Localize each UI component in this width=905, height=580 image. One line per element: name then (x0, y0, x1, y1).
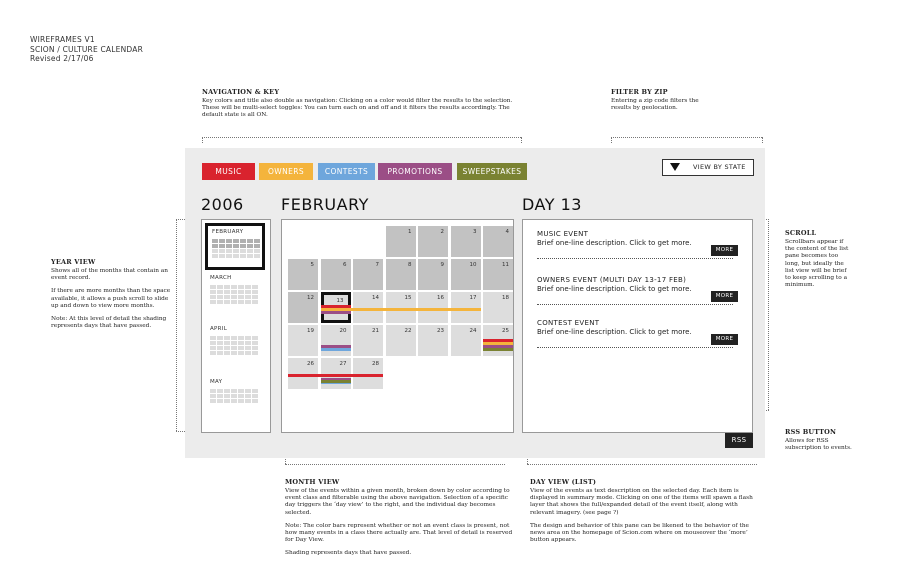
mini-day-cell (252, 394, 258, 398)
calendar-panel (185, 148, 765, 458)
mini-day-cell (238, 285, 244, 289)
mini-day-cell (231, 290, 237, 294)
mini-day-cell (238, 341, 244, 345)
mini-day-cell (224, 285, 230, 289)
note-leader (176, 219, 177, 431)
mini-day-cell (217, 295, 223, 299)
month-thumb-may[interactable] (210, 379, 258, 403)
mini-day-cell (231, 285, 237, 289)
mini-day-cell (224, 394, 230, 398)
day-number: 21 (372, 328, 379, 334)
event-class-bar (321, 380, 351, 383)
mini-day-cell (245, 351, 251, 355)
note-year (51, 258, 173, 336)
day-title: DAY 13 (522, 195, 582, 214)
calendar-day[interactable] (483, 292, 513, 323)
year-view-pane (201, 219, 271, 433)
month-thumb-february[interactable] (205, 223, 265, 270)
day-number: 17 (469, 295, 477, 301)
note-day-title: DAY VIEW (LIST) (530, 478, 597, 486)
mini-day-cell (238, 295, 244, 299)
note-month-p3: Shading represents days that have passed. (285, 550, 412, 557)
note-filter-title: FILTER BY ZIP (611, 88, 668, 96)
mini-day-cell (210, 351, 216, 355)
mini-day-cell (238, 351, 244, 355)
mini-day-cell (231, 336, 237, 340)
mini-day-cell (231, 346, 237, 350)
mini-day-cell (233, 244, 239, 248)
mini-day-cell (219, 239, 225, 243)
nav-key-promotions[interactable]: PROMOTIONS (378, 163, 452, 180)
mini-day-cell (217, 399, 223, 403)
header-line-1: WIREFRAMES V1 (30, 35, 95, 44)
mini-day-cell (240, 249, 246, 253)
event-description: Brief one-line description. Click to get more. (537, 328, 692, 336)
day-number: 8 (408, 262, 412, 268)
mini-day-cell (224, 351, 230, 355)
month-view-pane (281, 219, 514, 433)
event-title: CONTEST EVENT (537, 319, 600, 327)
day-number: 6 (343, 262, 347, 268)
mini-day-cell (245, 336, 251, 340)
mini-day-cell (233, 239, 239, 243)
day-number: 13 (336, 298, 344, 304)
note-scroll-body: Scrollbars appear if the content of the list pane becomes too long, but ideally the list view will be brief to keep scrolling to a minimum. (785, 239, 849, 289)
mini-day-cell (210, 300, 216, 304)
note-navigation (202, 88, 514, 120)
day-number: 25 (502, 328, 509, 334)
mini-day-cell (245, 290, 251, 294)
mini-day-cell (226, 244, 232, 248)
mini-month-grid (210, 336, 258, 355)
mini-day-cell (226, 239, 232, 243)
mini-day-cell (217, 346, 223, 350)
mini-day-cell (252, 399, 258, 403)
day-number: 22 (404, 328, 412, 334)
day-number: 7 (375, 262, 379, 268)
day-number: 9 (440, 262, 444, 268)
note-leader (285, 464, 505, 465)
day-number: 24 (469, 328, 477, 334)
mini-day-cell (217, 351, 223, 355)
mini-day-cell (212, 254, 218, 258)
month-title: FEBRUARY (281, 195, 369, 214)
note-year-p1: Shows all of the months that contain an event record. (51, 268, 168, 282)
mini-day-cell (238, 346, 244, 350)
event-divider (537, 304, 733, 305)
mini-day-cell (224, 389, 230, 393)
note-rss-title: RSS BUTTON (785, 428, 837, 436)
calendar-day[interactable] (418, 259, 448, 290)
note-month-p2: Note: The color bars represent whether or not an event class is present, not how many events in a class there actually are. That level of detail is reserved for Day View. (285, 522, 513, 544)
mini-day-cell (231, 300, 237, 304)
event-class-bar (321, 308, 481, 311)
mini-day-cell (217, 341, 223, 345)
mini-day-cell (224, 300, 230, 304)
triangle-down-icon (670, 163, 680, 171)
month-thumb-april[interactable] (210, 326, 258, 355)
mini-day-cell (238, 290, 244, 294)
day-number: 15 (404, 295, 412, 301)
mini-day-cell (210, 285, 216, 289)
mini-day-cell (224, 399, 230, 403)
note-leader (527, 464, 757, 465)
mini-day-cell (252, 341, 258, 345)
year-title: 2006 (201, 195, 244, 214)
mini-day-cell (210, 341, 216, 345)
mini-day-cell (219, 244, 225, 248)
calendar-day[interactable] (386, 259, 416, 290)
note-day-p2: The design and behavior of this pane can be likened to the behavior of the news area on the homepage of Scion.com where on mouseover the ‘more’ button appears. (530, 522, 749, 544)
day-number: 18 (502, 295, 509, 301)
event-class-bar (483, 348, 513, 351)
mini-day-cell (210, 399, 216, 403)
nav-key-sweepstakes[interactable]: SWEEPSTAKES (457, 163, 527, 180)
mini-day-cell (245, 295, 251, 299)
mini-day-cell (233, 254, 239, 258)
note-day (530, 478, 762, 550)
mini-day-cell (247, 239, 253, 243)
mini-day-cell (217, 336, 223, 340)
note-scroll (785, 229, 851, 289)
nav-key-contests[interactable]: CONTESTS (318, 163, 375, 180)
mini-day-cell (210, 346, 216, 350)
mini-day-cell (231, 389, 237, 393)
mini-day-cell (210, 336, 216, 340)
calendar-day[interactable] (451, 259, 481, 290)
calendar-day[interactable] (353, 325, 383, 356)
day-number: 3 (473, 229, 477, 235)
mini-day-cell (238, 300, 244, 304)
mini-day-cell (217, 300, 223, 304)
calendar-day[interactable] (288, 325, 318, 356)
mini-day-cell (210, 290, 216, 294)
calendar-day[interactable] (386, 226, 416, 257)
event-title: OWNERS EVENT (MULTI DAY 13-17 FEB) (537, 276, 687, 284)
mini-day-cell (231, 399, 237, 403)
note-navigation-title: NAVIGATION & KEY (202, 88, 280, 96)
note-leader (176, 219, 185, 220)
note-leader (176, 431, 185, 432)
note-year-title: YEAR VIEW (51, 258, 96, 266)
day-number: 14 (372, 295, 379, 301)
note-day-p1: View of the events as text description on the selected day. Each item is displayed in summary mode. Clicking on one of the items will spawn a flash layer that shows the full/expanded detail of the event itself, along with relevant imagery. (see page ?) (530, 488, 753, 516)
mini-day-cell (210, 394, 216, 398)
mini-day-cell (217, 389, 223, 393)
mini-day-cell (217, 285, 223, 289)
rss-button[interactable]: RSS (725, 433, 753, 448)
day-number: 11 (502, 262, 509, 268)
event-description: Brief one-line description. Click to get more. (537, 285, 692, 293)
day-number: 16 (437, 295, 444, 301)
note-filter-body: Entering a zip code filters the results by geolocation. (611, 98, 699, 112)
note-rss-body: Allows for RSS subscription to events. (785, 438, 852, 452)
mini-day-cell (247, 249, 253, 253)
mini-day-cell (240, 244, 246, 248)
mini-day-cell (217, 394, 223, 398)
month-thumb-label: FEBRUARY (212, 229, 244, 235)
note-scroll-title: SCROLL (785, 229, 817, 237)
mini-day-cell (254, 249, 260, 253)
mini-day-cell (233, 249, 239, 253)
month-thumb-march[interactable] (210, 275, 258, 304)
more-button[interactable]: MORE (711, 334, 738, 345)
mini-day-cell (245, 341, 251, 345)
event-class-bar (321, 348, 351, 351)
note-month-title: MONTH VIEW (285, 478, 340, 486)
mini-day-cell (247, 254, 253, 258)
month-thumb-label: MAY (210, 379, 223, 385)
mini-day-cell (252, 300, 258, 304)
note-leader (521, 137, 522, 143)
note-day-body (530, 488, 762, 544)
month-thumb-label: MARCH (210, 275, 232, 281)
day-number: 12 (307, 295, 314, 301)
header-line-3: Revised 2/17/06 (30, 54, 94, 63)
mini-day-cell (224, 290, 230, 294)
mini-day-cell (245, 300, 251, 304)
calendar-day[interactable] (353, 259, 383, 290)
header-line-2: SCION / CULTURE CALENDAR (30, 44, 143, 54)
mini-day-cell (231, 341, 237, 345)
mini-day-cell (238, 394, 244, 398)
note-leader (611, 137, 612, 143)
mini-day-cell (240, 239, 246, 243)
event-divider (537, 347, 733, 348)
mini-day-cell (252, 295, 258, 299)
day-number: 10 (469, 262, 477, 268)
note-month-p1: View of the events within a given month, broken down by color according to event class and filterable using the above navigation. Selection of a specific day triggers the ‘day view’ to the right, and the individual day becomes selected. (285, 488, 510, 516)
note-leader (611, 137, 762, 138)
month-thumb-label: APRIL (210, 326, 228, 332)
day-number: 4 (505, 229, 509, 235)
mini-day-cell (245, 285, 251, 289)
mini-day-cell (252, 346, 258, 350)
mini-day-cell (252, 389, 258, 393)
more-button[interactable]: MORE (711, 245, 738, 256)
more-button[interactable]: MORE (711, 291, 738, 302)
day-number: 23 (437, 328, 444, 334)
day-number: 26 (307, 361, 314, 367)
mini-day-cell (224, 336, 230, 340)
mini-day-cell (238, 399, 244, 403)
mini-day-cell (254, 244, 260, 248)
mini-day-cell (245, 346, 251, 350)
mini-day-cell (245, 399, 251, 403)
mini-day-cell (212, 249, 218, 253)
mini-day-cell (254, 239, 260, 243)
calendar-day[interactable] (483, 226, 513, 257)
calendar-day[interactable] (483, 259, 513, 290)
mini-month-grid (210, 389, 258, 403)
mini-month-grid (210, 285, 258, 304)
mini-day-cell (252, 336, 258, 340)
view-by-state-label: VIEW BY STATE (693, 163, 746, 171)
mini-day-cell (210, 295, 216, 299)
event-divider (537, 258, 733, 259)
calendar-day[interactable] (321, 259, 351, 290)
mini-day-cell (210, 389, 216, 393)
nav-key-owners[interactable]: OWNERS (259, 163, 313, 180)
mini-month-grid (212, 239, 262, 258)
event-description: Brief one-line description. Click to get more. (537, 239, 692, 247)
mini-day-cell (231, 351, 237, 355)
event-class-bar (288, 374, 383, 377)
view-by-state-dropdown[interactable] (662, 159, 754, 176)
calendar-day[interactable] (451, 226, 481, 257)
calendar-day[interactable] (451, 325, 481, 356)
day-number: 19 (307, 328, 314, 334)
mini-day-cell (212, 239, 218, 243)
wireframe-header (30, 35, 143, 64)
note-month-body (285, 488, 513, 558)
mini-day-cell (247, 244, 253, 248)
mini-day-cell (226, 254, 232, 258)
mini-day-cell (245, 394, 251, 398)
mini-day-cell (238, 336, 244, 340)
mini-day-cell (224, 341, 230, 345)
event-title: MUSIC EVENT (537, 230, 589, 238)
note-leader (202, 137, 521, 138)
calendar-day[interactable] (418, 226, 448, 257)
day-number: 28 (372, 361, 379, 367)
note-leader (202, 137, 203, 143)
mini-day-cell (238, 389, 244, 393)
mini-day-cell (231, 295, 237, 299)
mini-day-cell (245, 389, 251, 393)
mini-day-cell (240, 254, 246, 258)
note-year-p2: If there are more months than the space available, it allows a push scroll to slide up and down to view more months. (51, 288, 171, 309)
calendar-day[interactable] (418, 325, 448, 356)
mini-day-cell (219, 254, 225, 258)
mini-day-cell (231, 394, 237, 398)
mini-day-cell (252, 351, 258, 355)
note-year-body (51, 268, 173, 330)
day-number: 2 (440, 229, 444, 235)
mini-day-cell (226, 249, 232, 253)
day-view-pane (522, 219, 753, 433)
mini-day-cell (252, 290, 258, 294)
day-number: 20 (339, 328, 347, 334)
day-number: 1 (408, 229, 412, 235)
mini-day-cell (252, 285, 258, 289)
scrollbar-track[interactable] (768, 219, 769, 410)
mini-day-cell (217, 290, 223, 294)
mini-day-cell (224, 295, 230, 299)
day-number: 5 (310, 262, 314, 268)
calendar-day[interactable] (288, 259, 318, 290)
note-navigation-body: Key colors and title also double as navigation: Clicking on a color would filter the results to the selection. These will be multi-select toggles: You can turn each on and off and it filters the results accordingly. The default state is all ON. (202, 98, 513, 119)
calendar-day[interactable] (288, 292, 318, 323)
note-month (285, 478, 513, 564)
mini-day-cell (212, 244, 218, 248)
calendar-day[interactable] (321, 325, 351, 356)
event-class-bar (321, 311, 351, 314)
note-year-p3: Note: At this level of detail the shading represents days that have passed. (51, 316, 167, 330)
day-number: 27 (339, 361, 347, 367)
mini-day-cell (219, 249, 225, 253)
note-leader (762, 137, 763, 143)
mini-day-cell (224, 346, 230, 350)
mini-day-cell (254, 254, 260, 258)
note-rss (785, 428, 865, 452)
nav-key-music[interactable]: MUSIC (202, 163, 255, 180)
calendar-day[interactable] (386, 325, 416, 356)
note-filter (611, 88, 711, 112)
